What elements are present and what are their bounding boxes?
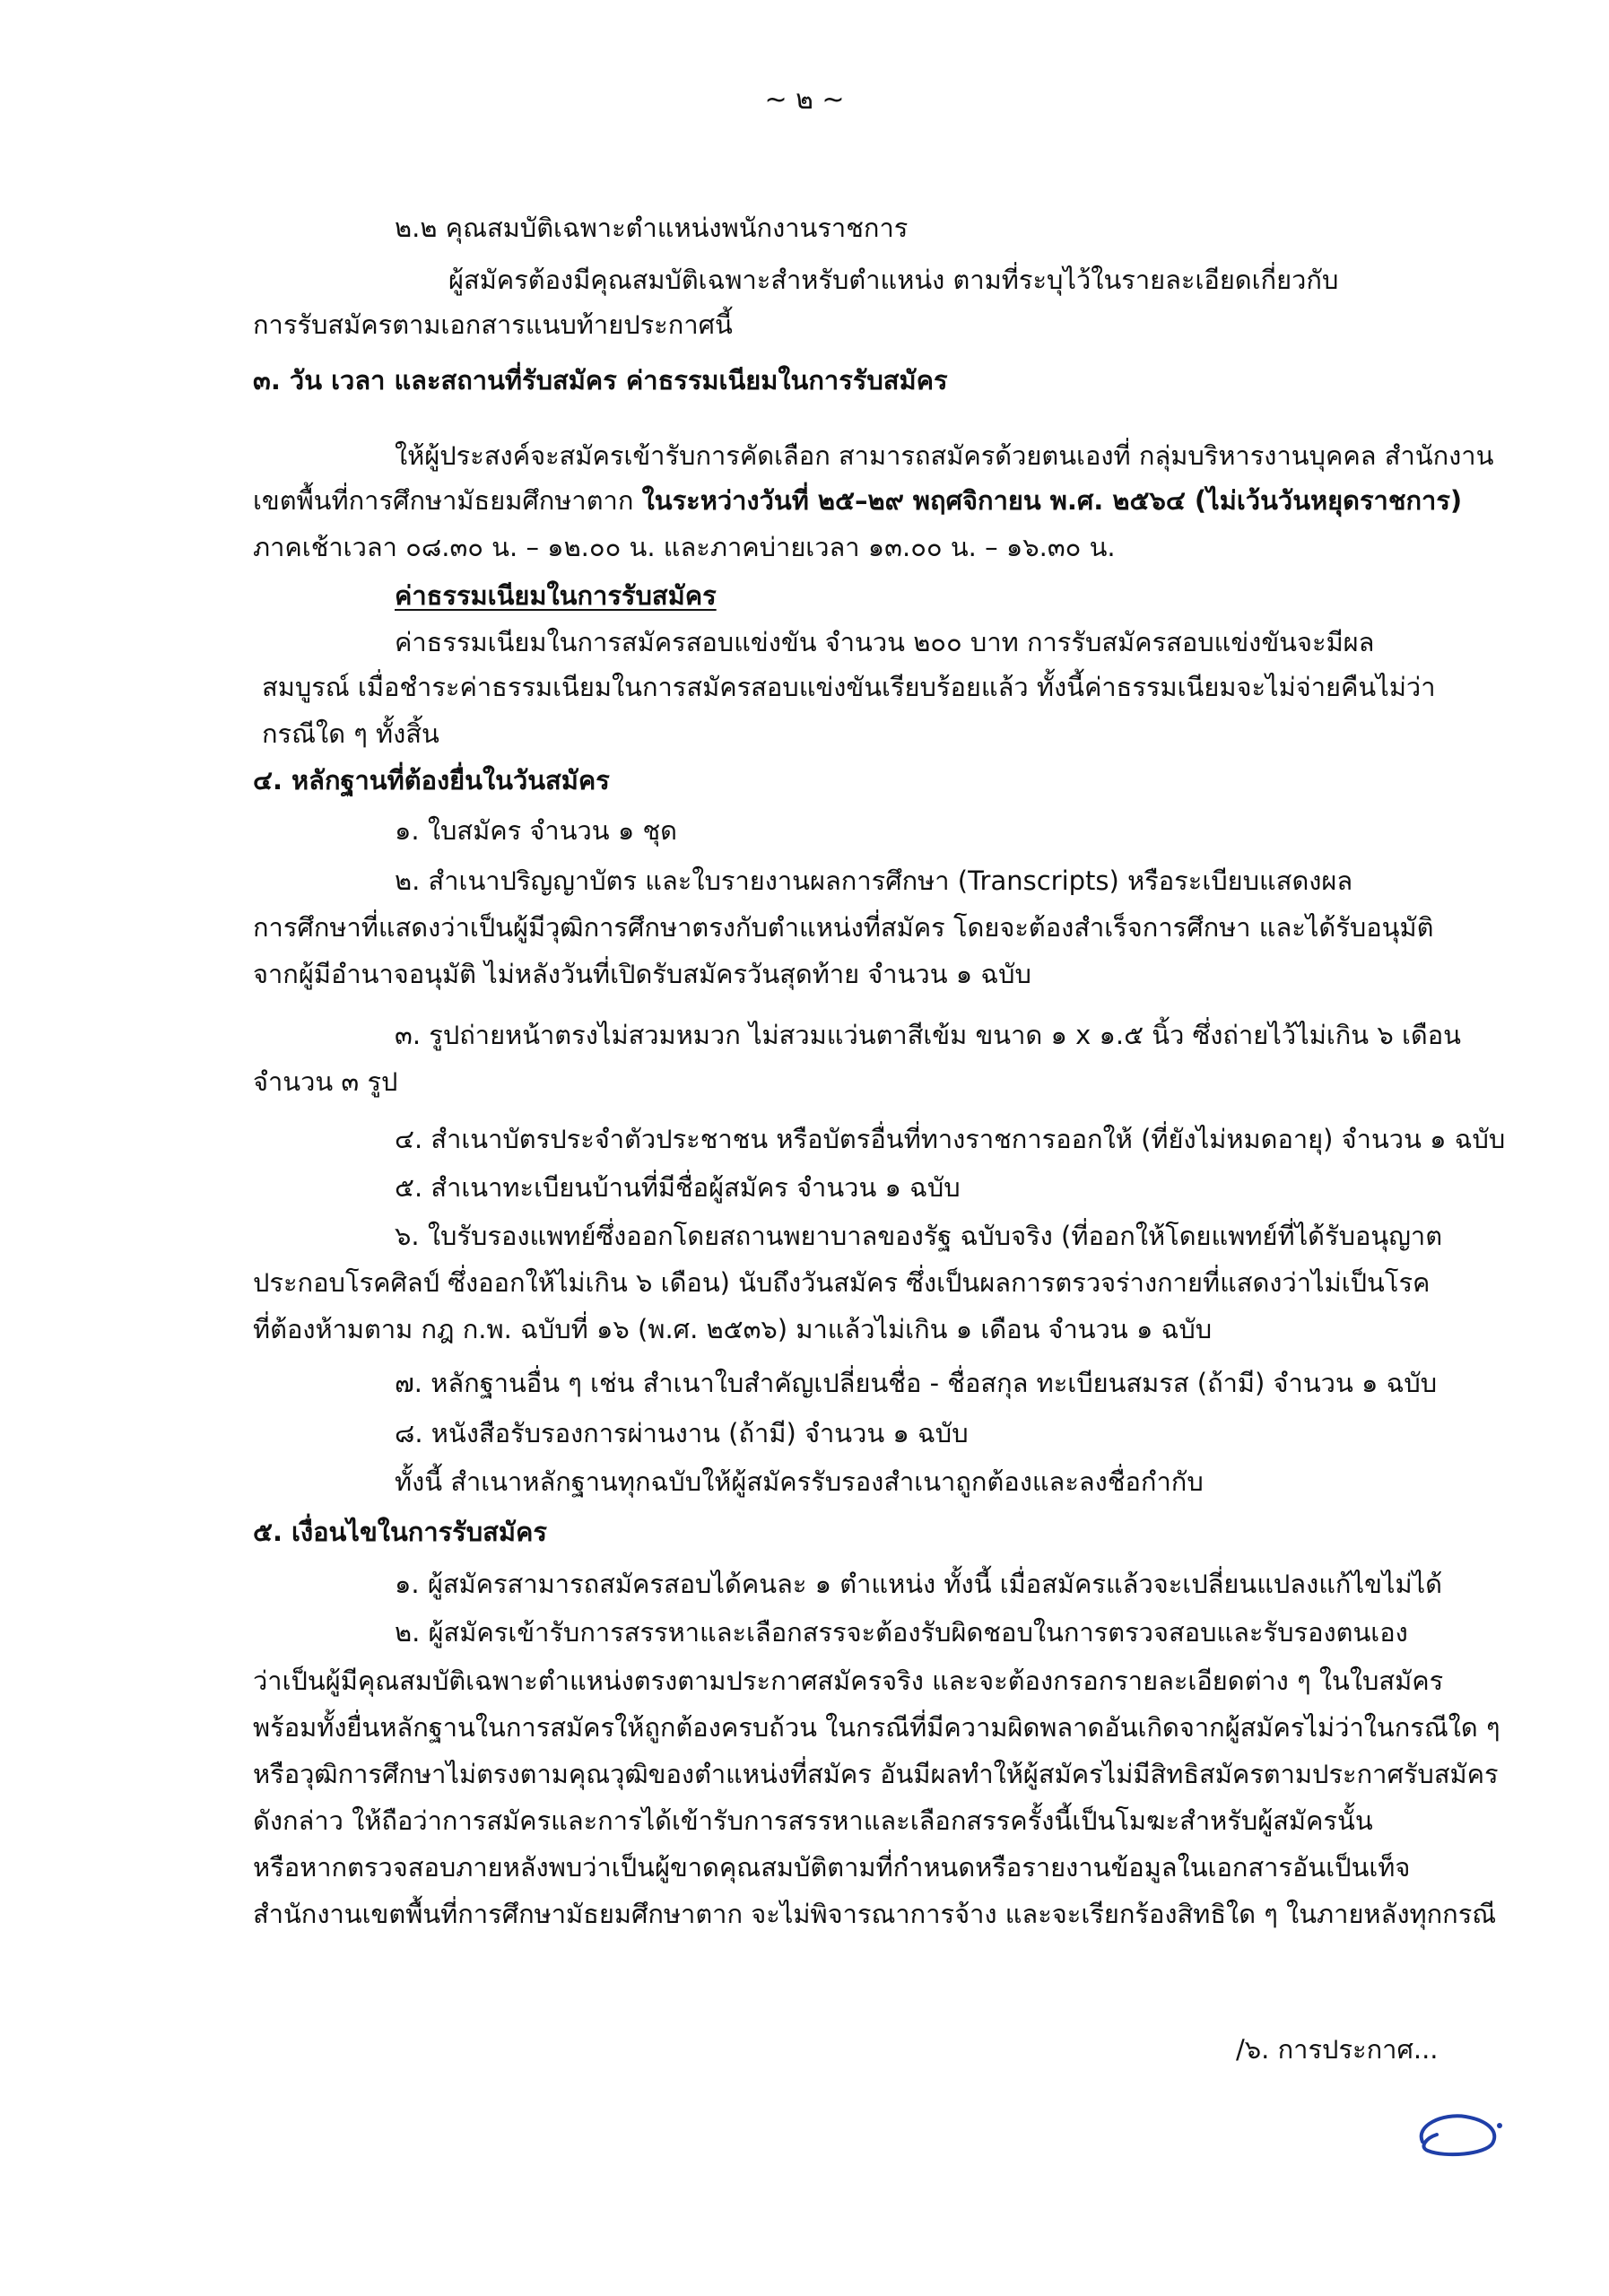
section-2-2-title: ๒.๒ คุณสมบัติเฉพาะตำแหน่งพนักงานราชการ [395, 213, 909, 243]
section-4-item-3-line-2: จำนวน ๓ รูป [253, 1066, 398, 1097]
section-3-para-line-2 [253, 483, 1462, 518]
section-4-item-2-line-2: การศึกษาที่แสดงว่าเป็นผู้มีวุฒิการศึกษาตรงกับตำแหน่งที่สมัคร โดยจะต้องสำเร็จการศึกษา และได้รับอนุมัติ [253, 912, 1434, 943]
section-3-title: ๓. วัน เวลา และสถานที่รับสมัคร ค่าธรรมเนียมในการรับสมัคร [253, 365, 948, 396]
section-3-para-line-2a: เขตพื้นที่การศึกษามัธยมศึกษาตาก [253, 485, 642, 516]
section-5-item-1: ๑. ผู้สมัครสามารถสมัครสอบได้คนละ ๑ ตำแหน่ง ทั้งนี้ เมื่อสมัครแล้วจะเปลี่ยนแปลงแก้ไขไม่ได้ [395, 1569, 1443, 1599]
section-4-note: ทั้งนี้ สำเนาหลักฐานทุกฉบับให้ผู้สมัครรับรองสำเนาถูกต้องและลงชื่อกำกับ [395, 1466, 1204, 1497]
section-4-item-7: ๗. หลักฐานอื่น ๆ เช่น สำเนาใบสำคัญเปลี่ยนชื่อ - ชื่อสกุล ทะเบียนสมรส (ถ้ามี) จำนวน ๑ ฉบับ [395, 1368, 1438, 1398]
section-4-item-5: ๕. สำเนาทะเบียนบ้านที่มีชื่อผู้สมัคร จำนวน ๑ ฉบับ [395, 1172, 961, 1203]
signature-dot [1497, 2123, 1502, 2128]
section-5-item-2-line-6: หรือหากตรวจสอบภายหลังพบว่าเป็นผู้ขาดคุณสมบัติตามที่กำหนดหรือรายงานข้อมูลในเอกสารอันเป็นเท็จ [253, 1852, 1411, 1883]
section-3-para-line-3: ภาคเช้าเวลา ๐๘.๓๐ น. – ๑๒.๐๐ น. และภาคบ่ายเวลา ๑๓.๐๐ น. – ๑๖.๓๐ น. [253, 532, 1116, 562]
section-5-item-2-line-7: สำนักงานเขตพื้นที่การศึกษามัธยมศึกษาตาก จะไม่พิจารณาการจ้าง และจะเรียกร้องสิทธิใด ๆ ในภายหลังทุกกรณี [253, 1899, 1497, 1929]
next-page-continuation: /๖. การประกาศ... [1236, 2034, 1439, 2065]
section-4-title: ๔. หลักฐานที่ต้องยื่นในวันสมัคร [253, 765, 610, 796]
section-4-item-3-line-1: ๓. รูปถ่ายหน้าตรงไม่สวมหมวก ไม่สวมแว่นตาสีเข้ม ขนาด ๑ x ๑.๕ นิ้ว ซึ่งถ่ายไว้ไม่เกิน ๖ เดือน [395, 1020, 1461, 1050]
section-5-item-2-line-1: ๒. ผู้สมัครเข้ารับการสรรหาและเลือกสรรจะต้องรับผิดชอบในการตรวจสอบและรับรองตนเอง [395, 1617, 1408, 1648]
section-4-item-8: ๘. หนังสือรับรองการผ่านงาน (ถ้ามี) จำนวน ๑ ฉบับ [395, 1418, 969, 1448]
section-4-item-4: ๔. สำเนาบัตรประจำตัวประชาชน หรือบัตรอื่นที่ทางราชการออกให้ (ที่ยังไม่หมดอายุ) จำนวน ๑ ฉบับ [395, 1124, 1506, 1154]
section-4-item-2-line-1: ๒. สำเนาปริญญาบัตร และใบรายงานผลการศึกษา (Transcripts) หรือระเบียบแสดงผล [395, 865, 1353, 896]
fee-title: ค่าธรรมเนียมในการรับสมัคร [395, 580, 717, 611]
signature-stroke [1422, 2116, 1495, 2154]
section-4-item-6-line-2: ประกอบโรคศิลป์ ซึ่งออกให้ไม่เกิน ๖ เดือน) นับถึงวันสมัคร ซึ่งเป็นผลการตรวจร่างกายที่แสดงว่าไม่เป็นโรค [253, 1267, 1431, 1298]
section-2-2-text-1: ผู้สมัครต้องมีคุณสมบัติเฉพาะสำหรับตำแหน่ง ตามที่ระบุไว้ในรายละเอียดเกี่ยวกับ [448, 265, 1339, 295]
section-4-item-6-line-3: ที่ต้องห้ามตาม กฎ ก.พ. ฉบับที่ ๑๖ (พ.ศ. ๒๕๓๖) มาแล้วไม่เกิน ๑ เดือน จำนวน ๑ ฉบับ [253, 1314, 1213, 1344]
fee-line-2: สมบูรณ์ เมื่อชำระค่าธรรมเนียมในการสมัครสอบแข่งขันเรียบร้อยแล้ว ทั้งนี้ค่าธรรมเนียมจะไม่จ่ายคืนไม่ว่า [262, 672, 1436, 702]
section-5-item-2-line-3: พร้อมทั้งยื่นหลักฐานในการสมัครให้ถูกต้องครบถ้วน ในกรณีที่มีความผิดพลาดอันเกิดจากผู้สมัครไม่ว่าในกรณีใด ๆ [253, 1712, 1500, 1743]
section-4-item-2-line-3: จากผู้มีอำนาจอนุมัติ ไม่หลังวันที่เปิดรับสมัครวันสุดท้าย จำนวน ๑ ฉบับ [253, 959, 1031, 989]
section-5-item-2-line-2: ว่าเป็นผู้มีคุณสมบัติเฉพาะตำแหน่งตรงตามประกาศสมัครจริง และจะต้องกรอกรายละเอียดต่าง ๆ ในใบสมัคร [253, 1665, 1444, 1696]
section-5-item-2-line-5: ดังกล่าว ให้ถือว่าการสมัครและการได้เข้ารับการสรรหาและเลือกสรรครั้งนี้เป็นโมฆะสำหรับผู้สมัครนั้น [253, 1805, 1373, 1836]
fee-line-1: ค่าธรรมเนียมในการสมัครสอบแข่งขัน จำนวน ๒๐๐ บาท การรับสมัครสอบแข่งขันจะมีผล [395, 627, 1375, 657]
section-4-item-1: ๑. ใบสมัคร จำนวน ๑ ชุด [395, 815, 677, 846]
section-2-2-text-2: การรับสมัครตามเอกสารแนบท้ายประกาศนี้ [253, 309, 733, 340]
initials-signature [1406, 2108, 1514, 2165]
signature-drawing [1406, 2108, 1514, 2161]
section-3-para-line-1: ให้ผู้ประสงค์จะสมัครเข้ารับการคัดเลือก สามารถสมัครด้วยตนเองที่ กลุ่มบริหารงานบุคคล สำนักงาน [395, 440, 1494, 471]
page-number: ~ ๒ ~ [764, 84, 845, 116]
section-3-application-dates: ในระหว่างวันที่ ๒๕–๒๙ พฤศจิกายน พ.ศ. ๒๕๖๔ (ไม่เว้นวันหยุดราชการ) [641, 485, 1463, 516]
fee-line-3: กรณีใด ๆ ทั้งสิ้น [262, 718, 439, 749]
section-4-item-6-line-1: ๖. ใบรับรองแพทย์ซึ่งออกโดยสถานพยาบาลของรัฐ ฉบับจริง (ที่ออกให้โดยแพทย์ที่ได้รับอนุญาต [395, 1221, 1443, 1251]
section-5-item-2-line-4: หรือวุฒิการศึกษาไม่ตรงตามคุณวุฒิของตำแหน่งที่สมัคร อันมีผลทำให้ผู้สมัครไม่มีสิทธิสมัครตามประกาศรับสมัคร [253, 1759, 1499, 1789]
section-5-title: ๕. เงื่อนไขในการรับสมัคร [253, 1517, 547, 1547]
